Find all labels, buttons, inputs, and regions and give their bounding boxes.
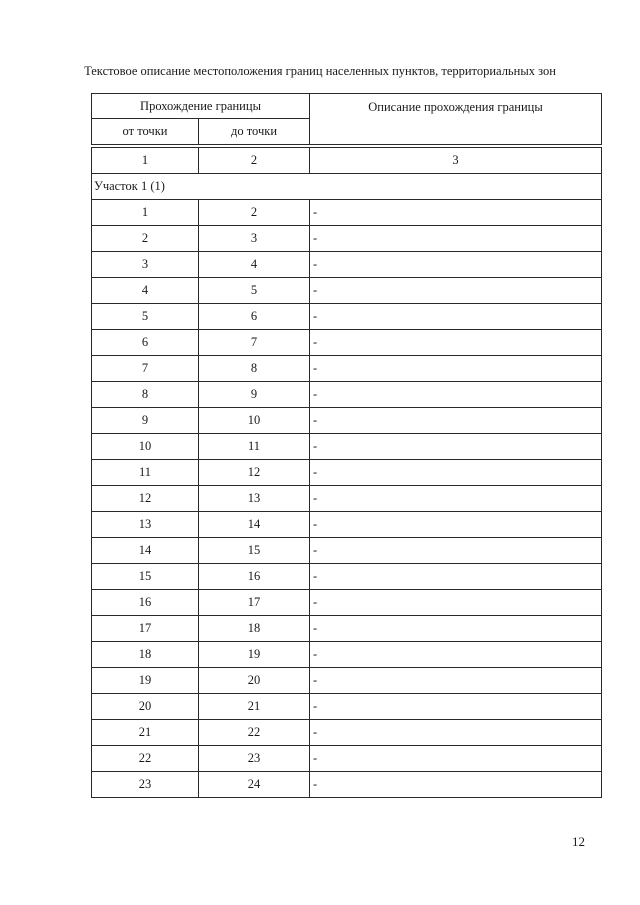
- to-point-cell: 13: [199, 486, 310, 512]
- from-point-cell: 4: [92, 278, 199, 304]
- table-row: [92, 408, 602, 434]
- table-row: [92, 564, 602, 590]
- to-point-cell: 17: [199, 590, 310, 616]
- from-point-cell: 8: [92, 382, 199, 408]
- description-cell: -: [310, 408, 602, 434]
- description-cell: -: [310, 304, 602, 330]
- column-number: 1: [92, 148, 199, 174]
- to-point-cell: 20: [199, 668, 310, 694]
- table-row: [92, 356, 602, 382]
- table-row: [92, 772, 602, 798]
- column-numbers-row: [92, 148, 602, 174]
- from-point-cell: 5: [92, 304, 199, 330]
- description-cell: -: [310, 330, 602, 356]
- to-point-cell: 6: [199, 304, 310, 330]
- header-to-point: до точки: [199, 119, 310, 145]
- to-point-cell: 9: [199, 382, 310, 408]
- table-row: [92, 486, 602, 512]
- header-from-point: от точки: [92, 119, 199, 145]
- table-row: [92, 252, 602, 278]
- table-row: [92, 642, 602, 668]
- to-point-cell: 10: [199, 408, 310, 434]
- to-point-cell: 21: [199, 694, 310, 720]
- description-cell: -: [310, 356, 602, 382]
- table-row: [92, 590, 602, 616]
- from-point-cell: 1: [92, 200, 199, 226]
- description-cell: -: [310, 694, 602, 720]
- description-cell: -: [310, 460, 602, 486]
- table-row: [92, 512, 602, 538]
- to-point-cell: 7: [199, 330, 310, 356]
- description-cell: -: [310, 278, 602, 304]
- table-row: [92, 200, 602, 226]
- description-cell: -: [310, 616, 602, 642]
- to-point-cell: 23: [199, 746, 310, 772]
- description-cell: -: [310, 538, 602, 564]
- description-cell: -: [310, 720, 602, 746]
- description-cell: -: [310, 486, 602, 512]
- description-cell: -: [310, 382, 602, 408]
- to-point-cell: 3: [199, 226, 310, 252]
- table-row: [92, 538, 602, 564]
- to-point-cell: 8: [199, 356, 310, 382]
- table-row: [92, 304, 602, 330]
- table-row: [92, 434, 602, 460]
- description-cell: -: [310, 642, 602, 668]
- to-point-cell: 15: [199, 538, 310, 564]
- page-title: Текстовое описание местоположения границ населенных пунктов, территориальных зон: [84, 64, 556, 78]
- from-point-cell: 10: [92, 434, 199, 460]
- description-cell: -: [310, 200, 602, 226]
- from-point-cell: 23: [92, 772, 199, 798]
- from-point-cell: 18: [92, 642, 199, 668]
- from-point-cell: 9: [92, 408, 199, 434]
- to-point-cell: 16: [199, 564, 310, 590]
- from-point-cell: 7: [92, 356, 199, 382]
- to-point-cell: 4: [199, 252, 310, 278]
- header-description: Описание прохождения границы: [310, 94, 602, 145]
- table-row: [92, 226, 602, 252]
- page-number: 12: [572, 834, 585, 849]
- to-point-cell: 22: [199, 720, 310, 746]
- table-row: [92, 278, 602, 304]
- to-point-cell: 2: [199, 200, 310, 226]
- from-point-cell: 14: [92, 538, 199, 564]
- from-point-cell: 17: [92, 616, 199, 642]
- section-label: Участок 1 (1): [92, 174, 602, 200]
- from-point-cell: 15: [92, 564, 199, 590]
- from-point-cell: 11: [92, 460, 199, 486]
- description-cell: -: [310, 564, 602, 590]
- table-row: [92, 720, 602, 746]
- to-point-cell: 11: [199, 434, 310, 460]
- from-point-cell: 2: [92, 226, 199, 252]
- description-cell: -: [310, 512, 602, 538]
- table-row: [92, 694, 602, 720]
- description-cell: -: [310, 668, 602, 694]
- from-point-cell: 16: [92, 590, 199, 616]
- table-row: [92, 668, 602, 694]
- to-point-cell: 24: [199, 772, 310, 798]
- table-row: [92, 616, 602, 642]
- column-number: 2: [199, 148, 310, 174]
- description-cell: -: [310, 434, 602, 460]
- from-point-cell: 19: [92, 668, 199, 694]
- from-point-cell: 22: [92, 746, 199, 772]
- description-cell: -: [310, 252, 602, 278]
- to-point-cell: 14: [199, 512, 310, 538]
- description-cell: -: [310, 590, 602, 616]
- column-number: 3: [310, 148, 602, 174]
- table-row: [92, 382, 602, 408]
- to-point-cell: 12: [199, 460, 310, 486]
- table-row: [92, 330, 602, 356]
- to-point-cell: 18: [199, 616, 310, 642]
- table-row: [92, 746, 602, 772]
- section-row: [92, 174, 602, 200]
- from-point-cell: 6: [92, 330, 199, 356]
- header-boundary: Прохождение границы: [92, 94, 310, 119]
- boundary-table-header: [91, 93, 602, 145]
- from-point-cell: 3: [92, 252, 199, 278]
- from-point-cell: 20: [92, 694, 199, 720]
- from-point-cell: 13: [92, 512, 199, 538]
- from-point-cell: 21: [92, 720, 199, 746]
- from-point-cell: 12: [92, 486, 199, 512]
- to-point-cell: 19: [199, 642, 310, 668]
- to-point-cell: 5: [199, 278, 310, 304]
- description-cell: -: [310, 746, 602, 772]
- description-cell: -: [310, 226, 602, 252]
- table-row: [92, 460, 602, 486]
- description-cell: -: [310, 772, 602, 798]
- boundary-table: [91, 147, 602, 798]
